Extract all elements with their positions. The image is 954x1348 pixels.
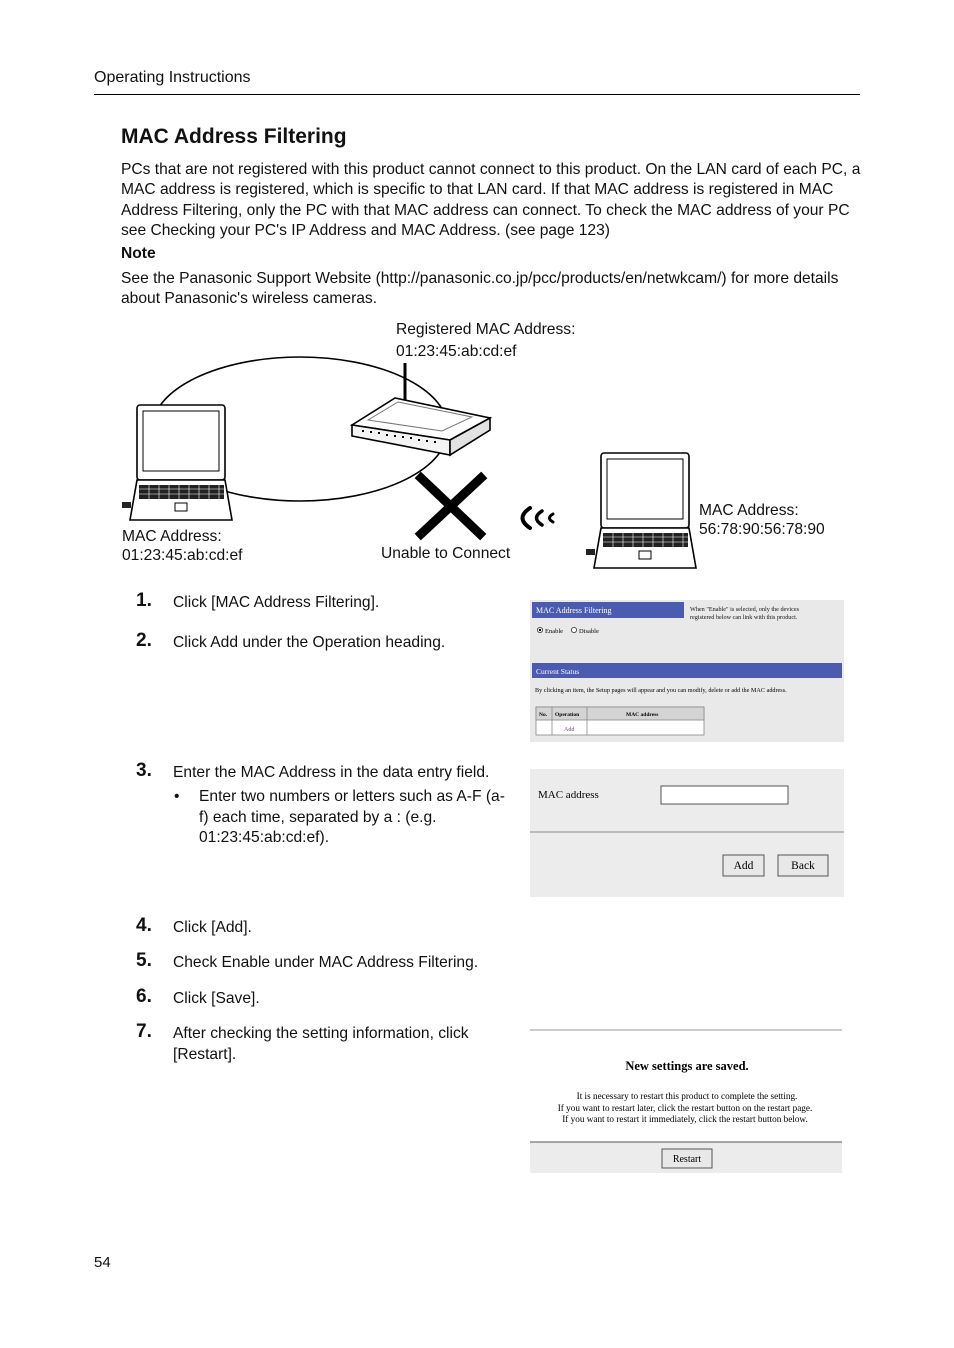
current-status-heading: Current Status xyxy=(536,667,580,676)
current-status-text: By clicking an item, the Setup pages will appear and you can modify, delete or add the MAC address. xyxy=(535,687,787,694)
router-label-line2: 01:23:45:ab:cd:ef xyxy=(396,343,517,360)
step-number: 5. xyxy=(136,950,152,971)
step-2-text: Click Add under the Operation heading. xyxy=(173,634,446,651)
right-pc-label-line1: MAC Address: xyxy=(699,502,799,519)
step-1 xyxy=(136,590,152,612)
bullet-marker: • xyxy=(174,788,180,805)
step-6 xyxy=(136,986,152,1008)
step-4 xyxy=(136,915,152,937)
mac-address-label: MAC address xyxy=(538,789,599,801)
radio-disable[interactable] xyxy=(571,627,576,632)
screenshot-mac-entry xyxy=(530,769,844,897)
step-number: 4. xyxy=(136,915,152,936)
table-header-mac: MAC address xyxy=(626,712,659,718)
router-label-line1: Registered MAC Address: xyxy=(396,321,576,338)
step-5-text: Check Enable under MAC Address Filtering. xyxy=(173,954,479,971)
left-laptop-icon xyxy=(122,405,232,520)
unable-to-connect-label: Unable to Connect xyxy=(381,545,511,562)
step-number: 6. xyxy=(136,986,152,1007)
right-pc-label-line2: 56:78:90:56:78:90 xyxy=(699,521,825,538)
step-2 xyxy=(136,630,152,652)
step-number: 1. xyxy=(136,590,152,611)
step-4-text: Click [Add]. xyxy=(173,919,252,936)
help-line-2: registered below can link with this product. xyxy=(690,614,798,621)
intro-paragraph: PCs that are not registered with this product cannot connect to this product. On the LAN card of each PC, a MAC address is registered, which is specific to that LAN card. If that MAC address is registered in MAC Address Filtering, only the PC with that MAC address can connect. To check the MAC address of your PC see Checking your PC's IP Address and MAC Address. (see page 123) xyxy=(121,161,861,239)
note-heading: Note xyxy=(121,245,156,262)
screenshot-settings-saved xyxy=(530,1029,842,1173)
step-7-text: After checking the setting information, click [Restart]. xyxy=(173,1025,469,1063)
saved-title: New settings are saved. xyxy=(625,1059,749,1073)
left-pc-label-line2: 01:23:45:ab:cd:ef xyxy=(122,547,243,564)
page-number: 54 xyxy=(94,1254,111,1271)
step-number: 3. xyxy=(136,760,152,781)
step-3-bullet: Enter two numbers or letters such as A-F (a-f) each time, separated by a : (e.g. 01:23:45:ab:cd:ef). xyxy=(199,788,505,846)
screenshot-mac-filtering xyxy=(530,600,844,742)
mac-filtering-heading: MAC Address Filtering xyxy=(536,606,612,615)
left-pc-label-line1: MAC Address: xyxy=(122,528,222,545)
network-diagram xyxy=(0,0,954,600)
saved-line-1: It is necessary to restart this product to complete the setting. xyxy=(576,1091,798,1101)
running-header: Operating Instructions xyxy=(94,69,251,86)
mac-address-input[interactable] xyxy=(661,786,788,804)
router-icon xyxy=(352,363,490,455)
step-7 xyxy=(136,1021,152,1043)
saved-line-3: If you want to restart it immediately, click the restart button below. xyxy=(562,1114,808,1124)
blocked-x-icon xyxy=(421,478,481,534)
section-title: MAC Address Filtering xyxy=(121,125,347,148)
step-number: 7. xyxy=(136,1021,152,1042)
right-laptop-icon xyxy=(586,453,696,568)
saved-line-2: If you want to restart later, click the restart button on the restart page. xyxy=(557,1103,813,1113)
radio-disable-label: Disable xyxy=(579,628,599,635)
step-1-text: Click [MAC Address Filtering]. xyxy=(173,594,380,611)
restart-button-label: Restart xyxy=(672,1154,702,1165)
help-line-1: When "Enable" is selected, only the devices xyxy=(690,606,799,613)
radio-enable-label: Enable xyxy=(545,628,564,635)
add-link[interactable]: Add xyxy=(564,727,575,733)
note-paragraph: See the Panasonic Support Website (http://panasonic.co.jp/pcc/products/en/netwkcam/) for more details about Panasonic's wireless cameras. xyxy=(121,270,839,308)
table-header-operation: Operation xyxy=(555,712,580,718)
table-header-no: No. xyxy=(539,712,548,718)
step-number: 2. xyxy=(136,630,152,651)
add-button-label: Add xyxy=(733,860,754,872)
back-button-label: Back xyxy=(791,860,815,872)
step-3 xyxy=(136,760,152,782)
step-3-text: Enter the MAC Address in the data entry field. xyxy=(173,764,490,781)
wireless-signal-icon xyxy=(523,508,554,528)
step-5 xyxy=(136,950,152,972)
step-6-text: Click [Save]. xyxy=(173,990,260,1007)
